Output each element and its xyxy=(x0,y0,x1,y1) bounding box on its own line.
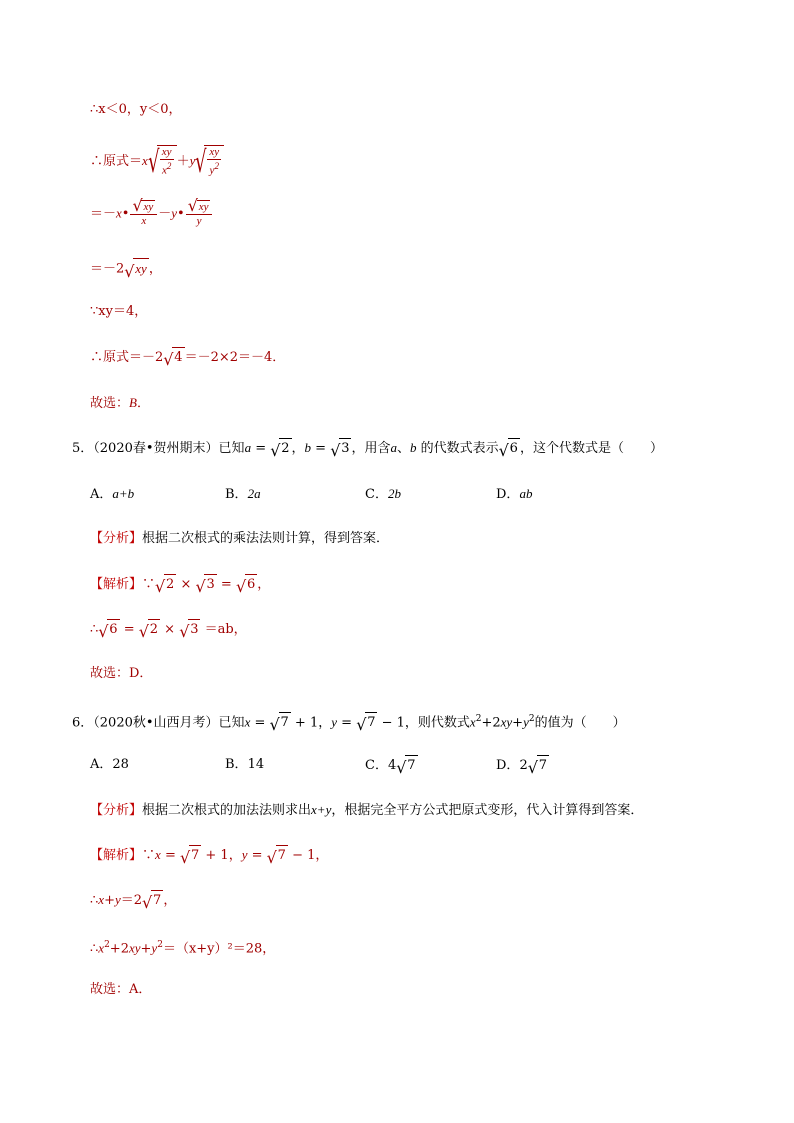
option-a[interactable]: A．a+b xyxy=(90,486,135,502)
step-line-1: ∴x＜0，y＜0， xyxy=(90,102,182,117)
question-6-analysis: 【分析】根据二次根式的加法法则求出x+y，根据完全平方公式把原式变形，代入计算得到答案． xyxy=(90,802,644,818)
step-line-4: ＝－2√ xy ， xyxy=(90,258,162,280)
question-5-stem: 5．（2020春•贺州期末）已知a = √ 2 ，b = √ 3 ，用含a、b 的代数式表示√ 6 ，这个代数式是（ ） xyxy=(72,438,663,459)
option-d[interactable]: D．ab xyxy=(496,486,533,502)
question-6-solution-1: 【解析】∵x = √ 7 + 1，y = √ 7 − 1， xyxy=(90,845,328,866)
question-6-options xyxy=(90,755,690,775)
step-line-3: ＝－x• √ $\frac{xy}{x}$ －y• √ $\frac{xy}{y}$ xyxy=(90,200,213,228)
question-6-solution-2: ∴x+y＝2√ 7 ， xyxy=(90,890,176,911)
option-d[interactable]: D．2√ 7 xyxy=(496,755,549,776)
question-6-solution-3: $\therefore x^2+2xy+y^2=(x+y)^2=28$， xyxy=(90,940,276,957)
option-c[interactable]: C．4√ 7 xyxy=(365,755,418,776)
question-5-analysis: 【分析】根据二次根式的乘法法则计算，得到答案． xyxy=(90,531,390,546)
question-5-options xyxy=(90,484,690,504)
step-line-6: ∴原式＝－2√ 4 ＝－2×2＝－4． xyxy=(90,347,285,368)
question-6-stem: 6．（2020秋•山西月考）已知x = √ 7 + 1，y = √ 7 − 1，则代数式$x^2+2xy+y^2$的值为（ ） xyxy=(72,709,626,733)
option-a[interactable]: A．28 xyxy=(90,757,129,772)
question-5-solution-1: 【解析】∵√ 2 × √ 3 = √ 6 ， xyxy=(90,574,270,595)
option-b[interactable]: B．2a xyxy=(225,486,261,502)
step-line-2: ∴原式＝x √ $\frac{xy}{x^2}$ ＋y √ $\frac{xy}{y^2}$ xyxy=(90,145,224,178)
question-6-answer: 故选：A． xyxy=(90,982,152,997)
option-c[interactable]: C．2b xyxy=(365,486,401,502)
question-5-answer: 故选：D． xyxy=(90,666,153,681)
option-b[interactable]: B．14 xyxy=(225,757,265,772)
question-5-solution-2: ∴√ 6 = √ 2 × √ 3 ＝ab， xyxy=(90,619,247,640)
step-line-7: 故选：B． xyxy=(90,395,150,411)
step-line-5: ∵xy＝4， xyxy=(90,304,148,319)
